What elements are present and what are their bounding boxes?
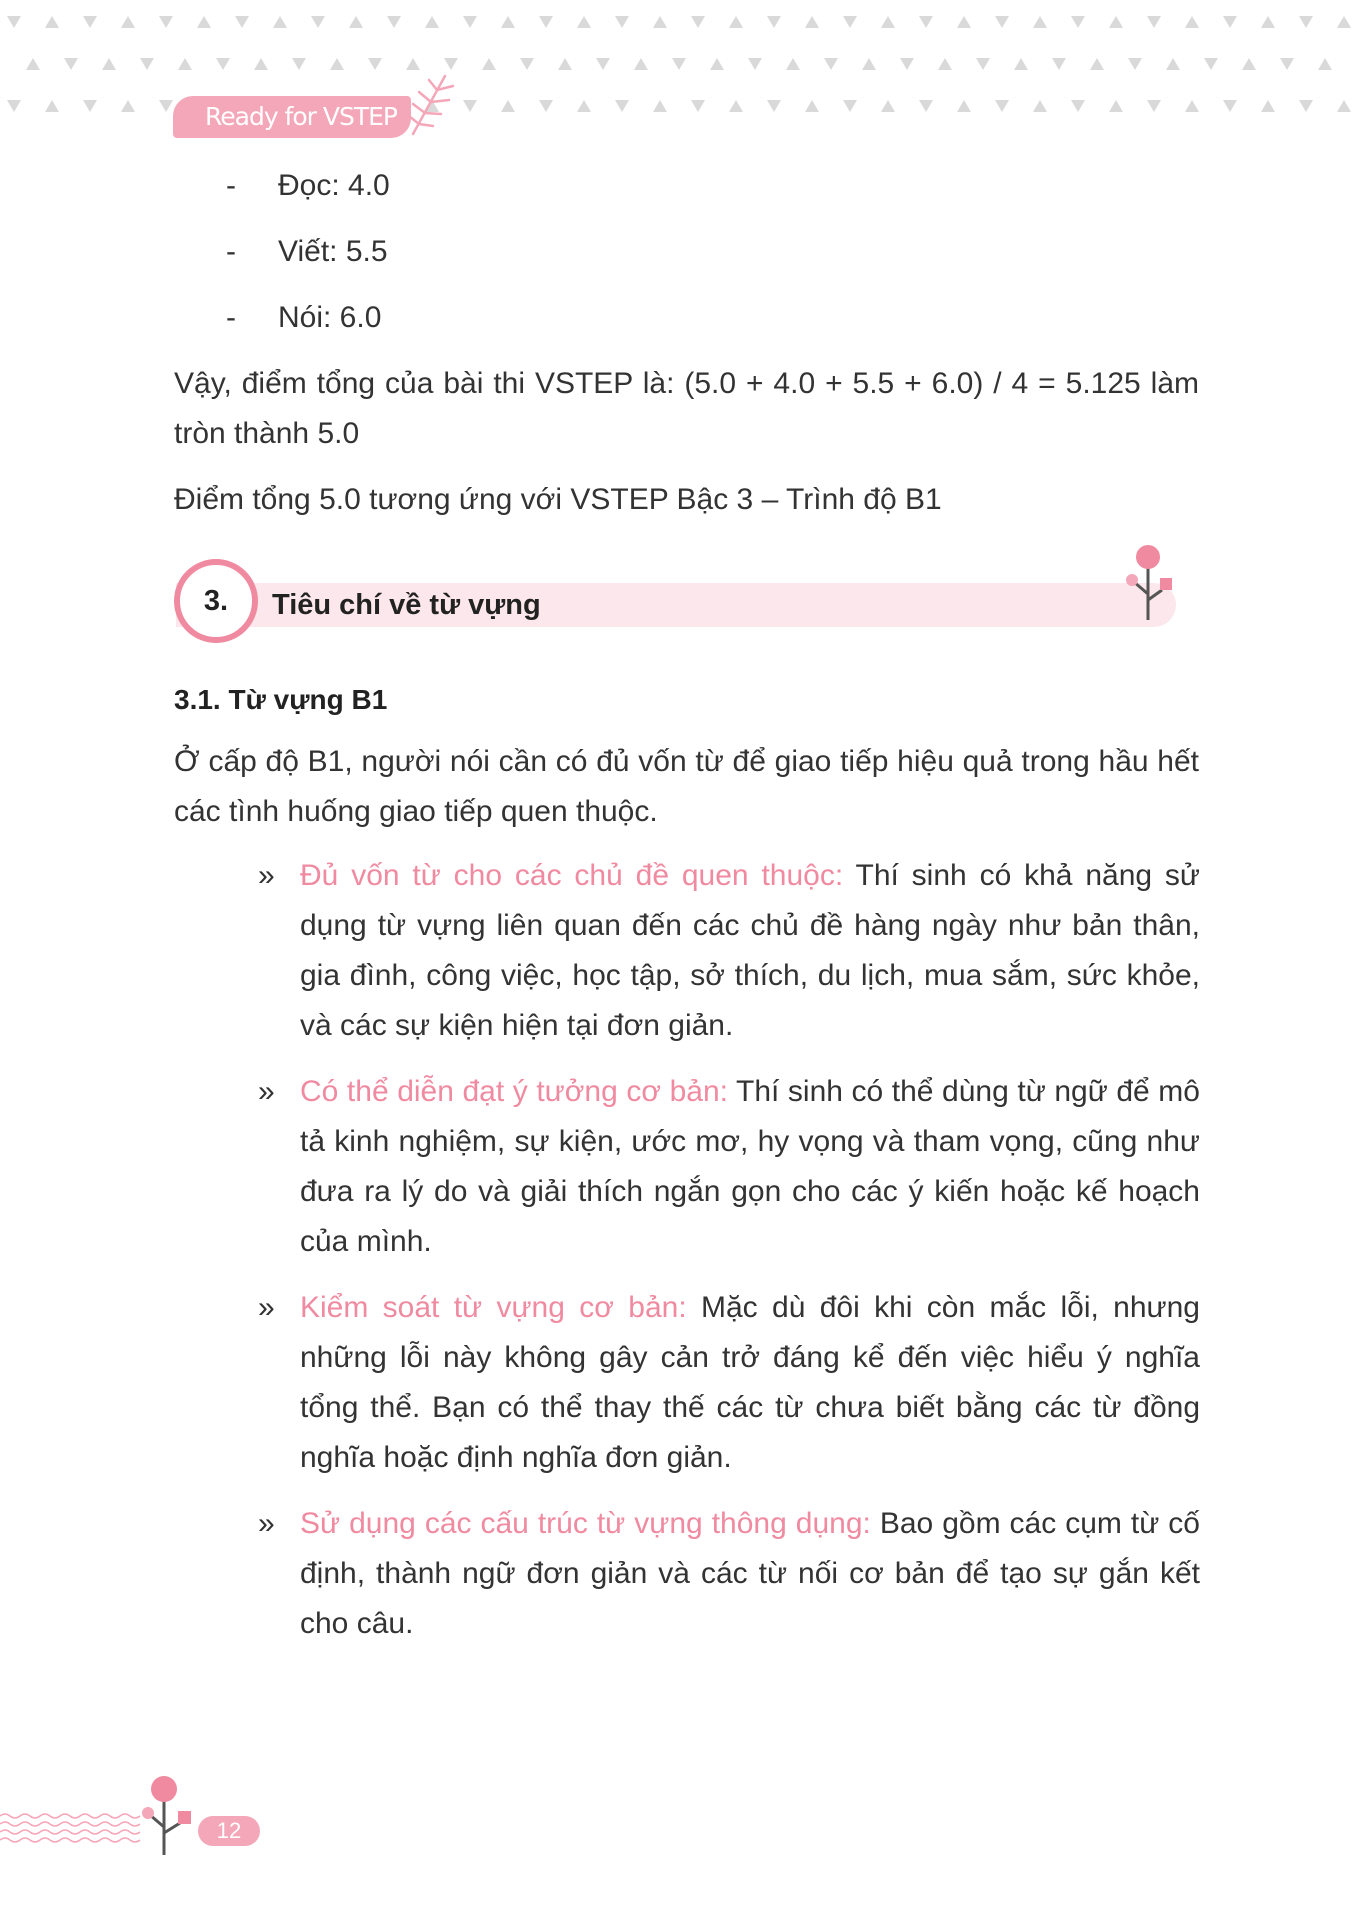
pattern-triangle bbox=[843, 100, 857, 112]
pattern-triangle bbox=[995, 16, 1009, 28]
criterion-term: Có thể diễn đạt ý tưởng cơ bản: bbox=[300, 1075, 728, 1108]
pattern-triangle bbox=[957, 100, 971, 112]
pattern-triangle bbox=[1185, 16, 1199, 28]
pattern-triangle bbox=[634, 58, 648, 70]
pattern-triangle bbox=[159, 16, 173, 28]
pattern-triangle bbox=[1109, 100, 1123, 112]
pattern-triangle bbox=[653, 16, 667, 28]
pattern-triangle bbox=[1318, 58, 1332, 70]
pattern-triangle bbox=[1033, 16, 1047, 28]
pattern-triangle bbox=[501, 100, 515, 112]
pattern-triangle bbox=[995, 100, 1009, 112]
pattern-triangle bbox=[1261, 16, 1275, 28]
pattern-triangle bbox=[7, 16, 21, 28]
pattern-triangle bbox=[1071, 16, 1085, 28]
criterion-term: Kiểm soát từ vựng cơ bản: bbox=[300, 1291, 687, 1324]
pattern-triangle bbox=[596, 58, 610, 70]
pattern-triangle bbox=[957, 16, 971, 28]
pattern-triangle bbox=[1090, 58, 1104, 70]
pattern-triangle bbox=[254, 58, 268, 70]
pattern-triangle bbox=[178, 58, 192, 70]
pattern-triangle bbox=[653, 100, 667, 112]
score-writing bbox=[226, 232, 388, 272]
pattern-triangle bbox=[1337, 100, 1351, 112]
pattern-triangle bbox=[121, 100, 135, 112]
pattern-triangle bbox=[729, 100, 743, 112]
pattern-triangle bbox=[64, 58, 78, 70]
pattern-triangle bbox=[786, 58, 800, 70]
criterion-term: Đủ vốn từ cho các chủ đề quen thuộc: bbox=[300, 859, 844, 892]
pattern-triangle bbox=[1071, 100, 1085, 112]
pattern-triangle bbox=[767, 16, 781, 28]
bullet-mark: » bbox=[258, 1075, 275, 1108]
pattern-triangle bbox=[1014, 58, 1028, 70]
pattern-triangle bbox=[805, 16, 819, 28]
pattern-triangle bbox=[1223, 16, 1237, 28]
pattern-triangle bbox=[273, 16, 287, 28]
pattern-triangle bbox=[482, 58, 496, 70]
pattern-triangle bbox=[311, 16, 325, 28]
score-reading bbox=[226, 166, 390, 206]
pattern-triangle bbox=[862, 58, 876, 70]
bullet-mark: » bbox=[258, 1507, 275, 1540]
pattern-triangle bbox=[919, 100, 933, 112]
pattern-triangle bbox=[577, 100, 591, 112]
section-number: 3. bbox=[174, 559, 258, 643]
pattern-triangle bbox=[1204, 58, 1218, 70]
score-text: Nói: 6.0 bbox=[278, 301, 382, 334]
dash-bullet: - bbox=[226, 301, 236, 334]
pattern-triangle bbox=[501, 16, 515, 28]
pattern-triangle bbox=[919, 16, 933, 28]
pattern-triangle bbox=[197, 16, 211, 28]
pattern-triangle bbox=[577, 16, 591, 28]
total-score-paragraph: Vậy, điểm tổng của bài thi VSTEP là: (5.0 + 4.0 + 5.5 + 6.0) / 4 = 5.125 làm tròn thành 5.0 bbox=[174, 367, 1199, 450]
pattern-triangle bbox=[216, 58, 230, 70]
pattern-triangle bbox=[1299, 100, 1313, 112]
pattern-triangle bbox=[1261, 100, 1275, 112]
pattern-triangle bbox=[1166, 58, 1180, 70]
dash-bullet: - bbox=[226, 235, 236, 268]
criterion-desc: Bao gồm các cụm từ cố định, thành ngữ đơn giản và các từ nối cơ bản để tạo sự gắn kết cho câu. bbox=[300, 1507, 1200, 1640]
pattern-triangle bbox=[140, 58, 154, 70]
pattern-triangle bbox=[1147, 16, 1161, 28]
dash-bullet: - bbox=[226, 169, 236, 202]
pattern-triangle bbox=[159, 100, 173, 112]
pattern-triangle bbox=[539, 16, 553, 28]
pattern-triangle bbox=[1147, 100, 1161, 112]
pattern-triangle bbox=[463, 16, 477, 28]
pattern-triangle bbox=[83, 100, 97, 112]
header-badge: Ready for VSTEP bbox=[173, 96, 411, 138]
pattern-triangle bbox=[900, 58, 914, 70]
bullet-mark: » bbox=[258, 859, 275, 892]
pattern-triangle bbox=[615, 16, 629, 28]
section-title: Tiêu chí về từ vựng bbox=[272, 589, 541, 621]
pattern-triangle bbox=[45, 100, 59, 112]
pattern-triangle bbox=[1242, 58, 1256, 70]
pattern-triangle bbox=[539, 100, 553, 112]
pattern-triangle bbox=[463, 100, 477, 112]
pattern-triangle bbox=[425, 16, 439, 28]
pattern-triangle bbox=[292, 58, 306, 70]
pattern-triangle bbox=[558, 58, 572, 70]
pattern-triangle bbox=[1109, 16, 1123, 28]
pattern-triangle bbox=[843, 16, 857, 28]
criterion-desc: Thí sinh có khả năng sử dụng từ vựng liên quan đến các chủ đề hàng ngày như bản thân, gia đình, công việc, học tập, sở thích, du lịch, mua sắm, sức khỏe, và các sự kiện hiện tại đơn giản. bbox=[300, 859, 1200, 1042]
level-paragraph: Điểm tổng 5.0 tương ứng với VSTEP Bậc 3 – Trình độ B1 bbox=[174, 483, 942, 516]
pattern-triangle bbox=[235, 16, 249, 28]
pattern-triangle bbox=[691, 100, 705, 112]
pattern-triangle bbox=[520, 58, 534, 70]
pattern-triangle bbox=[121, 16, 135, 28]
pattern-triangle bbox=[976, 58, 990, 70]
pattern-triangle bbox=[691, 16, 705, 28]
pattern-triangle bbox=[748, 58, 762, 70]
criterion-desc: Thí sinh có thể dùng từ ngữ để mô tả kinh nghiệm, sự kiện, ước mơ, hy vọng và tham vọng, cũng như đưa ra lý do và giải thích ngắn gọn cho các ý kiến hoặc kế hoạch của mình. bbox=[300, 1075, 1200, 1258]
wave-decoration bbox=[0, 1810, 150, 1846]
pattern-triangle bbox=[1128, 58, 1142, 70]
subsection-heading: 3.1. Từ vựng B1 bbox=[174, 684, 388, 715]
leaf-icon bbox=[405, 68, 465, 138]
bullet-mark: » bbox=[258, 1291, 275, 1324]
pattern-triangle bbox=[767, 100, 781, 112]
score-speaking bbox=[226, 298, 381, 338]
score-text: Đọc: 4.0 bbox=[278, 169, 390, 202]
pattern-triangle bbox=[1185, 100, 1199, 112]
pattern-triangle bbox=[1033, 100, 1047, 112]
pattern-triangle bbox=[1223, 100, 1237, 112]
tree-icon bbox=[1122, 544, 1174, 622]
tree-icon bbox=[140, 1775, 196, 1857]
pattern-triangle bbox=[938, 58, 952, 70]
pattern-triangle bbox=[1052, 58, 1066, 70]
pattern-triangle bbox=[805, 100, 819, 112]
pattern-triangle bbox=[615, 100, 629, 112]
intro-paragraph: Ở cấp độ B1, người nói cần có đủ vốn từ để giao tiếp hiệu quả trong hầu hết các tình huống giao tiếp quen thuộc. bbox=[174, 745, 1199, 828]
pattern-triangle bbox=[729, 16, 743, 28]
pattern-triangle bbox=[710, 58, 724, 70]
criterion-term: Sử dụng các cấu trúc từ vựng thông dụng: bbox=[300, 1507, 871, 1540]
pattern-triangle bbox=[672, 58, 686, 70]
pattern-triangle bbox=[83, 16, 97, 28]
pattern-triangle bbox=[881, 16, 895, 28]
pattern-triangle bbox=[824, 58, 838, 70]
page-number: 12 bbox=[198, 1816, 260, 1846]
pattern-triangle bbox=[45, 16, 59, 28]
pattern-triangle bbox=[1280, 58, 1294, 70]
pattern-triangle bbox=[1299, 16, 1313, 28]
pattern-triangle bbox=[349, 16, 363, 28]
score-text: Viết: 5.5 bbox=[278, 235, 388, 268]
pattern-triangle bbox=[102, 58, 116, 70]
pattern-triangle bbox=[881, 100, 895, 112]
pattern-triangle bbox=[26, 58, 40, 70]
pattern-triangle bbox=[1337, 16, 1351, 28]
criterion-desc: Mặc dù đôi khi còn mắc lỗi, nhưng những lỗi này không gây cản trở đáng kể đến việc hiểu ý nghĩa tổng thể. Bạn có thể thay thế các từ chưa biết bằng các từ đồng nghĩa hoặc định nghĩa đơn giản. bbox=[300, 1291, 1200, 1474]
pattern-triangle bbox=[387, 16, 401, 28]
pattern-triangle bbox=[368, 58, 382, 70]
pattern-triangle bbox=[330, 58, 344, 70]
pattern-triangle bbox=[7, 100, 21, 112]
